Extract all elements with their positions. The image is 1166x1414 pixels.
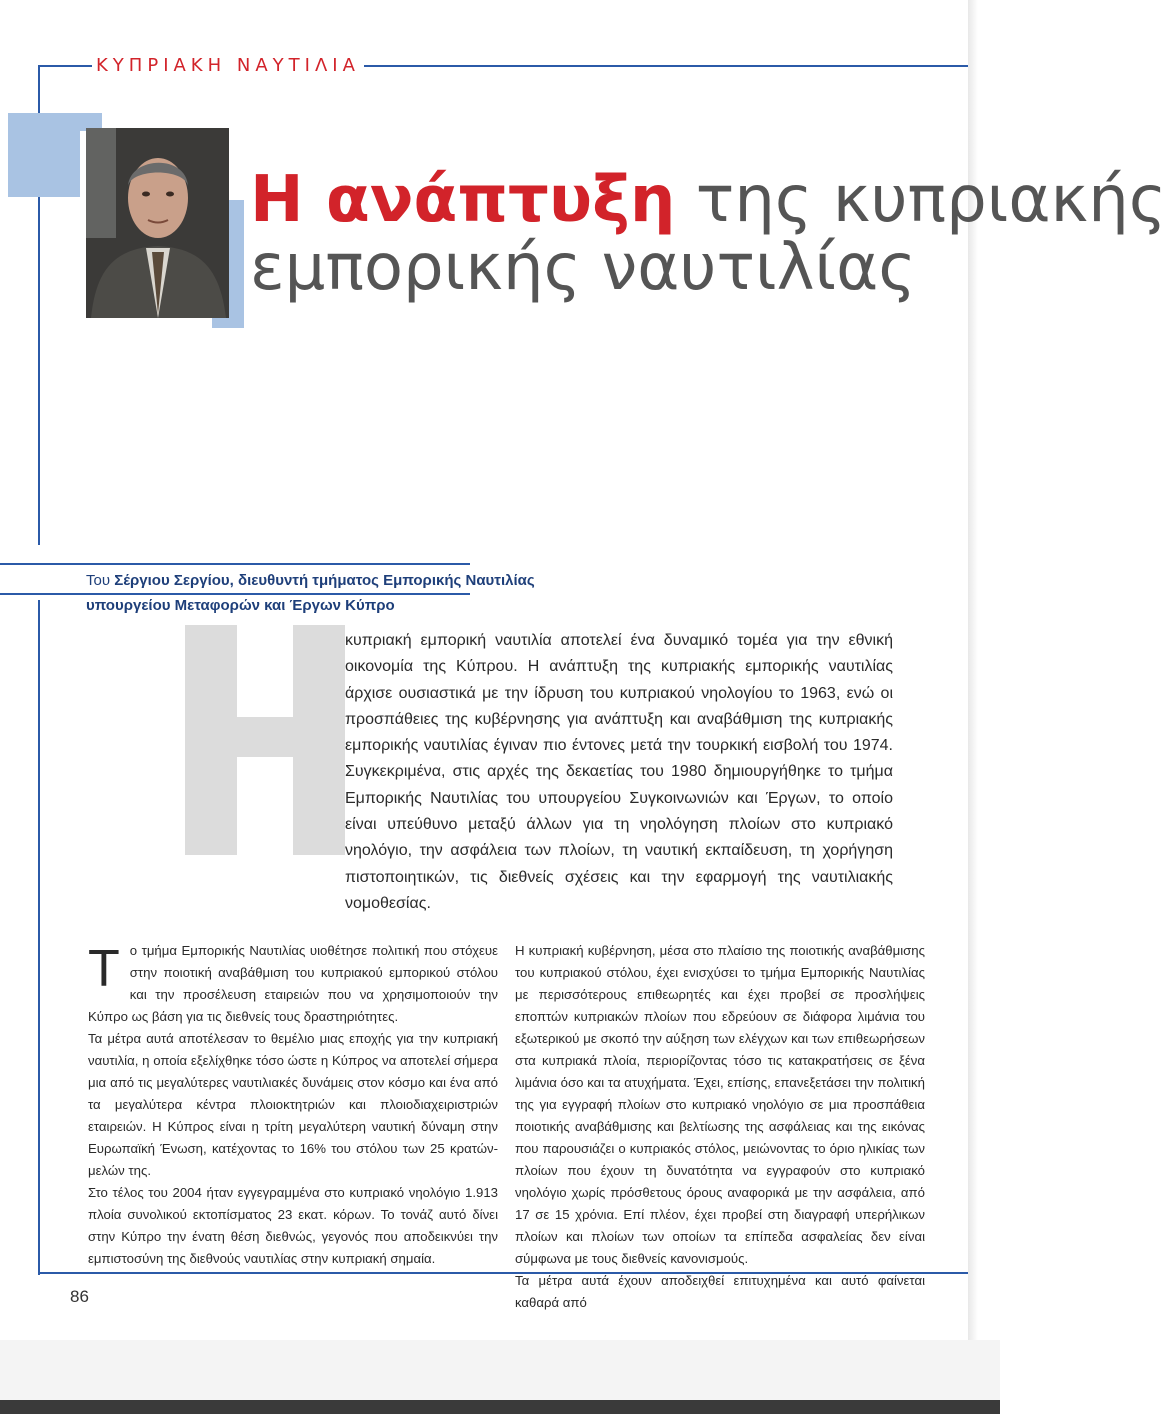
- right-para-1: Η κυπριακή κυβέρνηση, μέσα στο πλαίσιο της ποιοτικής αναβάθμισης του κυπριακού στόλου, έχει ενισχύσει το τμήμα Εμπορικής Ναυτιλίας με περισσότερους επιθεωρητές και έχει προβεί σε προσλήψεις εποπτών κυπριακών πλοίων που εδρεύουν σε διάφορα λιμάνια του εξωτερικού με σκοπό την αύξηση των ελέγχων και των επιθεωρήσεων στα κυπριακά πλοία, περιορίζοντας τόσο τις κατακρατήσεις σε ξένα λιμάνια όσο και τα ατυχήματα. Έχει, επίσης, επανεξετάσει την πολιτική της για εγγραφή πλοίων στο κυπριακό νηολόγιο σε μια προσπάθεια ποιοτικής αναβάθμισης και βελτίωσης της ασφάλειας και της εικόνας που παρουσιάζει ο κυπριακός στόλος, μειώνοντας το όριο ηλικίας των πλοίων που έχουν τη δυνατότητα να εγγραφούν στο κυπριακό νηολόγιο χωρίς πρόσθετους όρους αναφορικά με την ασφάλεια, από 17 σε 15 χρόνια. Επί πλέον, έχει προβεί στη διαγραφή υπερήλικων πλοίων και πλοίων των οποίων τα επίπεδα ασφαλείας δεν είναι σύμφωνα με τους διεθνείς κανονισμούς.: [515, 943, 925, 1266]
- frame-left-line-lower: [38, 600, 40, 1275]
- left-dropcap: Τ: [88, 940, 120, 998]
- intro-dropcap-graphic: [185, 625, 345, 855]
- right-column: [515, 940, 925, 1314]
- title-highlight: Η ανάπτυξη: [250, 163, 676, 237]
- byline-prefix: Του: [86, 572, 115, 589]
- left-para-3: Στο τέλος του 2004 ήταν εγγεγραμμένα στο κυπριακό νηολόγιο 1.913 πλοία συνολικού εκτοπίσματος 23 εκατ. κόρων. Το τονάζ αυτό δίνει στην Κύπρο την ένατη θέση διεθνώς, γεγονός που αποδεικνύει την εμπιστοσύνη της διεθνούς ναυτιλίας στην κυπριακή σημαία.: [88, 1185, 498, 1266]
- page-number: 86: [70, 1287, 89, 1306]
- decor-block-left: [8, 113, 80, 197]
- intro-paragraph: κυπριακή εμπορική ναυτιλία αποτελεί ένα δυναμικό τομέα για την εθνική οικονομία της Κύπρου. Η ανάπτυξη της κυπριακής εμπορικής ναυτιλίας άρχισε ουσιαστικά με την ίδρυση του κυπριακού νηολογίου το 1963, ενώ οι προσπάθειες της κυβέρνησης για ανάπτυξη και αναβάθμιση της κυπριακής εμπορικής ναυτιλίας έγιναν πιο έντονες μετά την τουρκική εισβολή του 1974. Συγκεκριμένα, στις αρχές της δεκαετίας του 1980 δημιουργήθηκε το τμήμα Εμπορικής Ναυτιλίας του υπουργείου Συγκοινωνιών και Έργων, το οποίο είναι υπεύθυνο μεταξύ άλλων για τη νηολόγηση πλοίων στο κυπριακό νηολόγιο, την ασφάλεια των πλοίων, τη ναυτική εκπαίδευση, τη χορήγηση πιστοποιητικών, τις διεθνείς σχέσεις και την εφαρμογή της ναυτιλιακής νομοθεσίας.: [345, 632, 893, 912]
- title-line2: εμπορικής ναυτιλίας: [250, 231, 916, 305]
- left-para-2: Τα μέτρα αυτά αποτέλεσαν το θεμέλιο μιας εποχής για την κυπριακή ναυτιλία, η οποία εξελίχθηκε τόσο ώστε η Κύπρος να αποτελεί σήμερα μια από τις μεγαλύτερες ναυτιλιακές δυνάμεις στον κόσμο και ένα από τα μεγαλύτερα κέντρα πλοιοκτητριών και πλοιοδιαχειριστριών εταιρειών. Η Κύπρος είναι η τρίτη μεγαλύτερη ναυτική δύναμη στην Ευρωπαϊκή Ένωση, κατέχοντας το 16% του στόλου των 25 κρατών-μελών της.: [88, 1031, 498, 1178]
- section-header: ΚΥΠΡΙΑΚΗ ΝΑΥΤΙΛΙΑ: [92, 55, 364, 76]
- page-margin-bottom: [0, 1340, 1000, 1400]
- byline-ministry: υπουργείου Μεταφορών και Έργων Κύπρο: [86, 597, 395, 614]
- right-para-2: Τα μέτρα αυτά έχουν αποδειχθεί επιτυχημένα και αυτό φαίνεται καθαρά από: [515, 1273, 925, 1310]
- byline: [86, 568, 535, 618]
- author-photo: [86, 128, 229, 318]
- byline-rule-top: [0, 563, 470, 565]
- left-para-1: ο τμήμα Εμπορικής Ναυτιλίας υιοθέτησε πολιτική που στόχευε στην ποιοτική αναβάθμιση του κυπριακού εμπορικού στόλου και την προσέλευση εταιρειών που να χρησιμοποιούν την Κύπρο ως βάση για τις διεθνείς τους δραστηριότητες.: [88, 943, 498, 1024]
- scan-edge-shadow: [0, 1400, 1000, 1414]
- author-portrait-illustration: [86, 128, 229, 318]
- left-column: [88, 940, 498, 1270]
- title-line1-rest: της κυπριακής: [675, 163, 1166, 237]
- byline-author: Σέργιου Σεργίου, διευθυντή τμήματος Εμπορικής Ναυτιλίας: [114, 572, 535, 589]
- article-title: [250, 163, 1166, 305]
